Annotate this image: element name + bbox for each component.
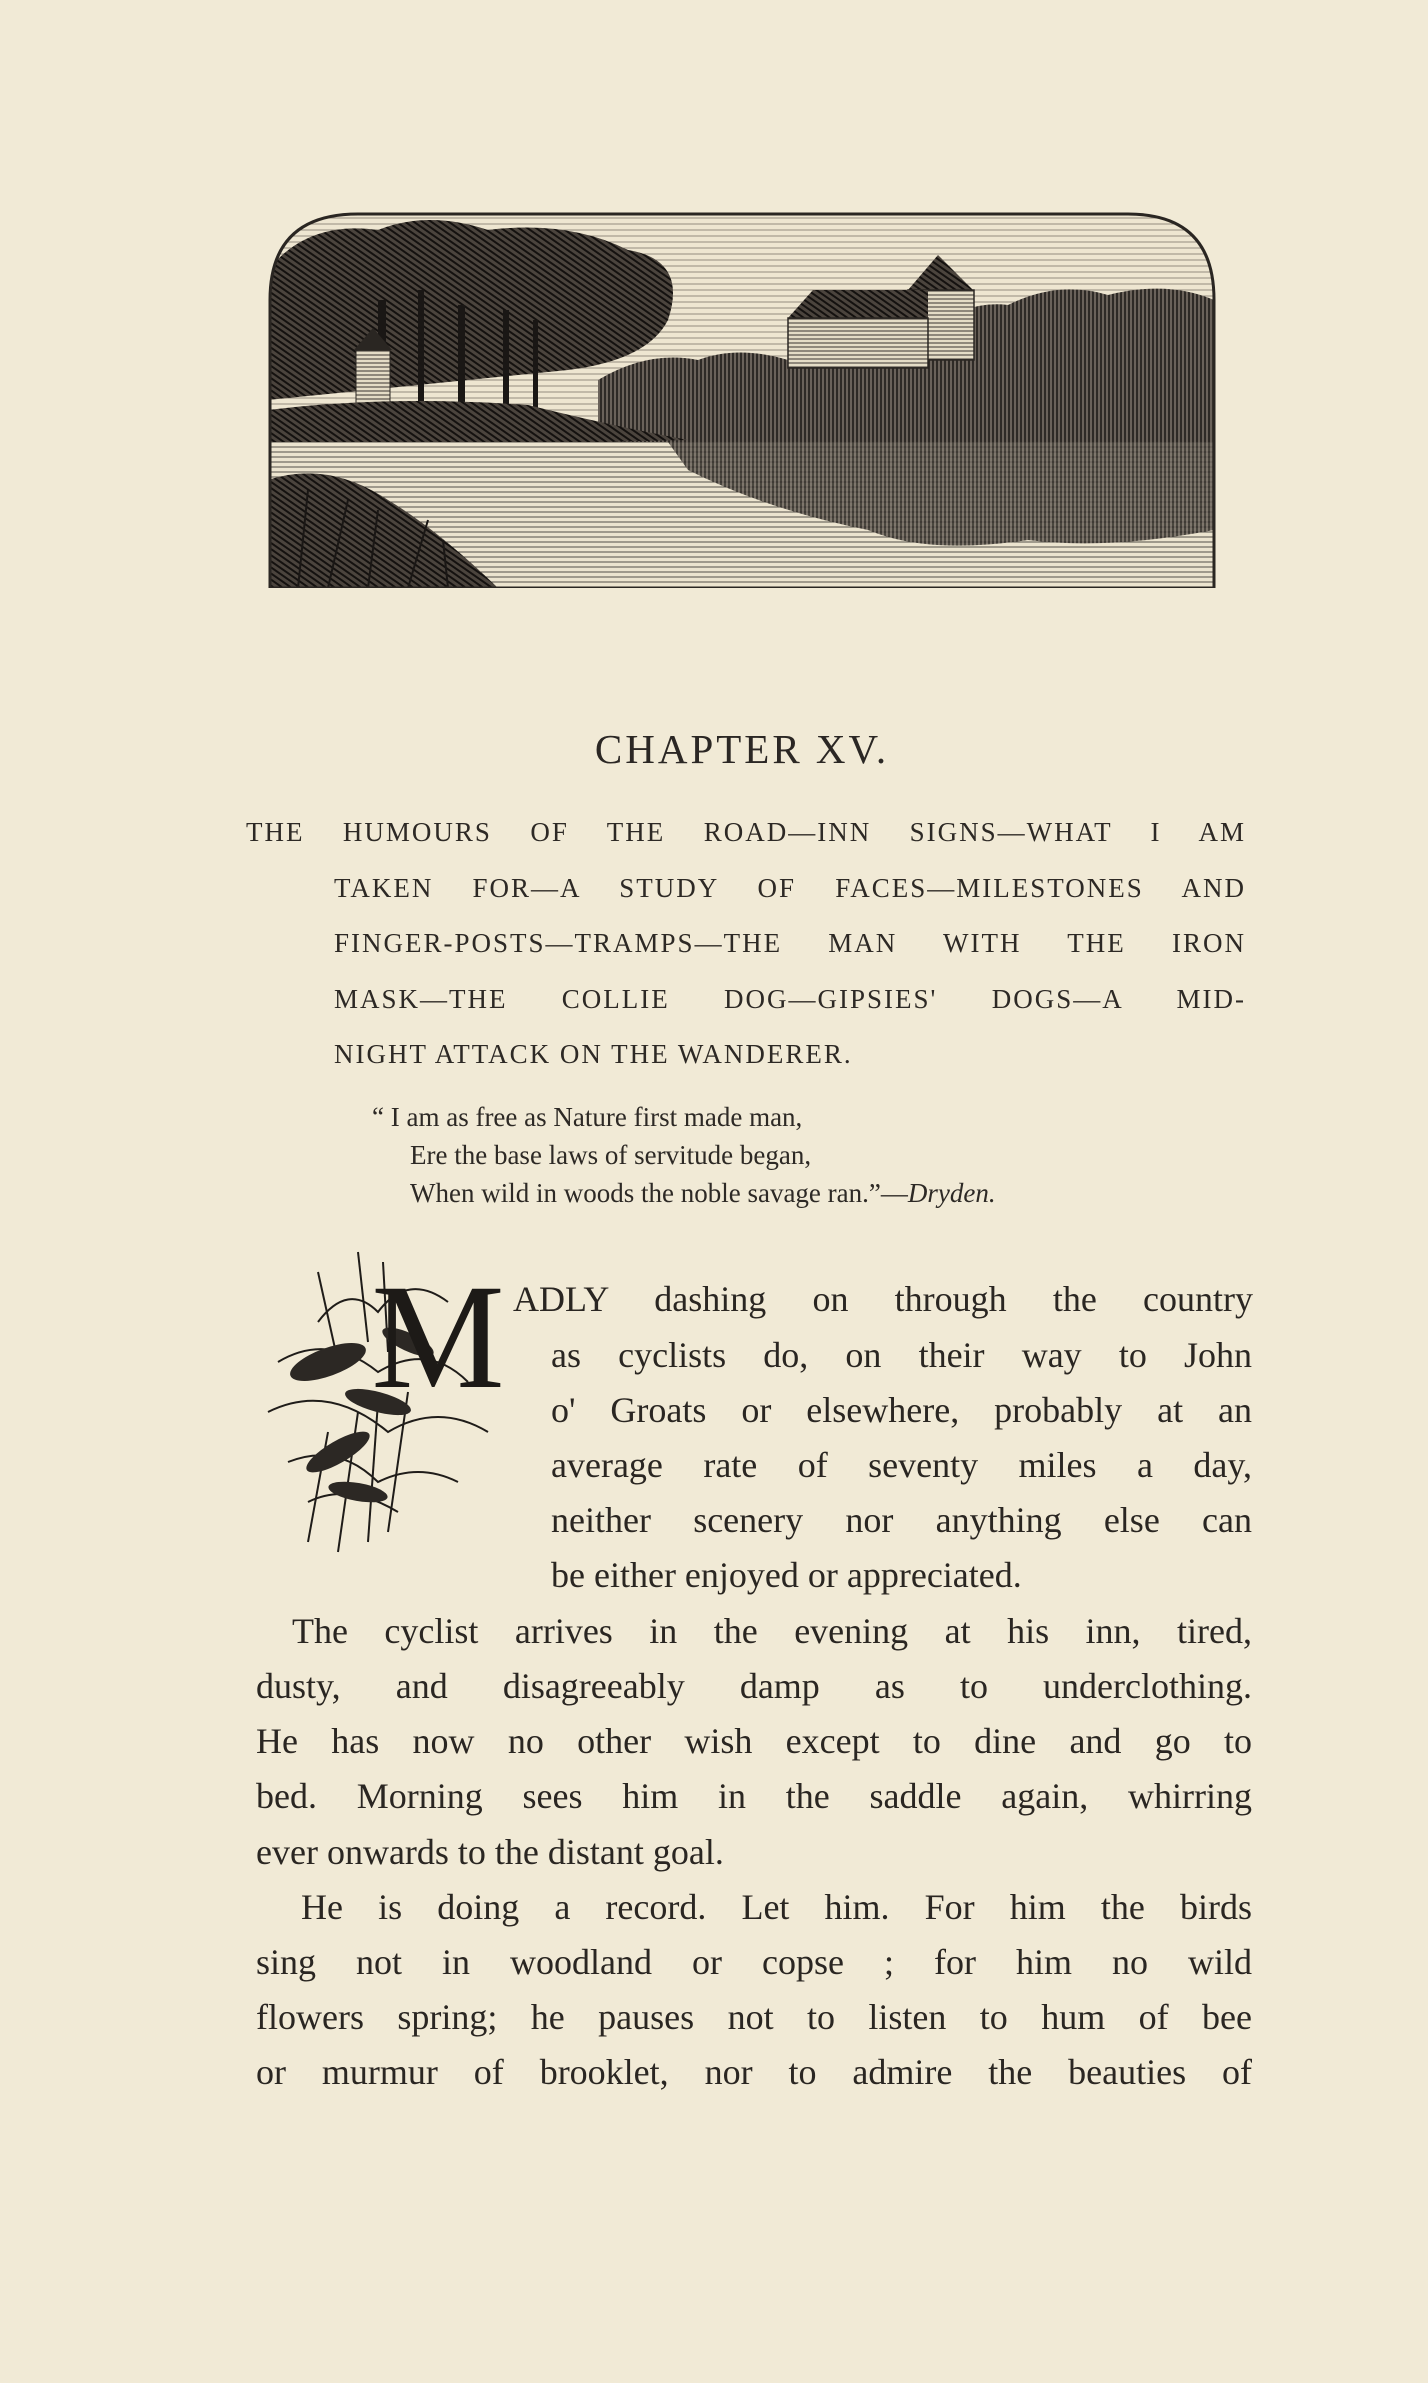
epigraph-attribution: Dryden. xyxy=(907,1178,996,1208)
chapter-title: CHAPTER XV. xyxy=(594,726,890,772)
body-line: be either enjoyed or appreciated. xyxy=(551,1555,1022,1595)
body-line: neither scenery nor anything else can xyxy=(551,1500,1252,1540)
body-line: He is doing a record. Let him. For him the birds xyxy=(301,1887,1252,1927)
drop-cap-letter: M xyxy=(371,1254,505,1420)
body-line: as cyclists do, on their way to John xyxy=(551,1335,1252,1375)
summary-line: TAKEN FOR—A STUDY OF FACES—MILESTONES AND xyxy=(334,872,1246,903)
epigraph-line-text: When wild in woods the noble savage ran.”— xyxy=(410,1178,908,1208)
epigraph-line-final xyxy=(410,1174,1212,1212)
epigraph-line: Ere the base laws of servitude began, xyxy=(410,1140,812,1170)
engraving-lake-church-illustration xyxy=(268,210,1216,588)
chapter-summary xyxy=(246,805,1256,1083)
summary-line: MASK—THE COLLIE DOG—GIPSIES' DOGS—A MID- xyxy=(334,983,1246,1014)
body-line: The cyclist arrives in the evening at his inn, tired, xyxy=(292,1611,1252,1651)
epigraph xyxy=(372,1098,1212,1212)
body-line: ever onwards to the distant goal. xyxy=(256,1832,724,1872)
summary-line: FINGER-POSTS—TRAMPS—THE MAN WITH THE IRON xyxy=(334,928,1246,958)
body-line: or murmur of brooklet, nor to admire the beauties of xyxy=(256,2052,1252,2092)
body-line: ADLY dashing on through the country xyxy=(513,1279,1253,1319)
summary-line: THE HUMOURS OF THE ROAD—INN SIGNS—WHAT I AM xyxy=(246,817,1246,847)
summary-line: NIGHT ATTACK ON THE WANDERER. xyxy=(334,1039,853,1069)
body-line: dusty, and disagreeably damp as to underclothing. xyxy=(256,1666,1252,1706)
body-line: flowers spring; he pauses not to listen to hum of bee xyxy=(256,1997,1252,2037)
decorated-initial-m xyxy=(258,1242,522,1560)
epigraph-line: “ I am as free as Nature first made man, xyxy=(372,1102,803,1132)
body-line: average rate of seventy miles a day, xyxy=(551,1445,1252,1485)
body-line: o' Groats or elsewhere, probably at an xyxy=(551,1390,1252,1430)
body-line: bed. Morning sees him in the saddle again, whirring xyxy=(256,1776,1252,1816)
body-line: sing not in woodland or copse ; for him no wild xyxy=(256,1942,1252,1982)
body-line: He has now no other wish except to dine and go to xyxy=(256,1721,1252,1761)
